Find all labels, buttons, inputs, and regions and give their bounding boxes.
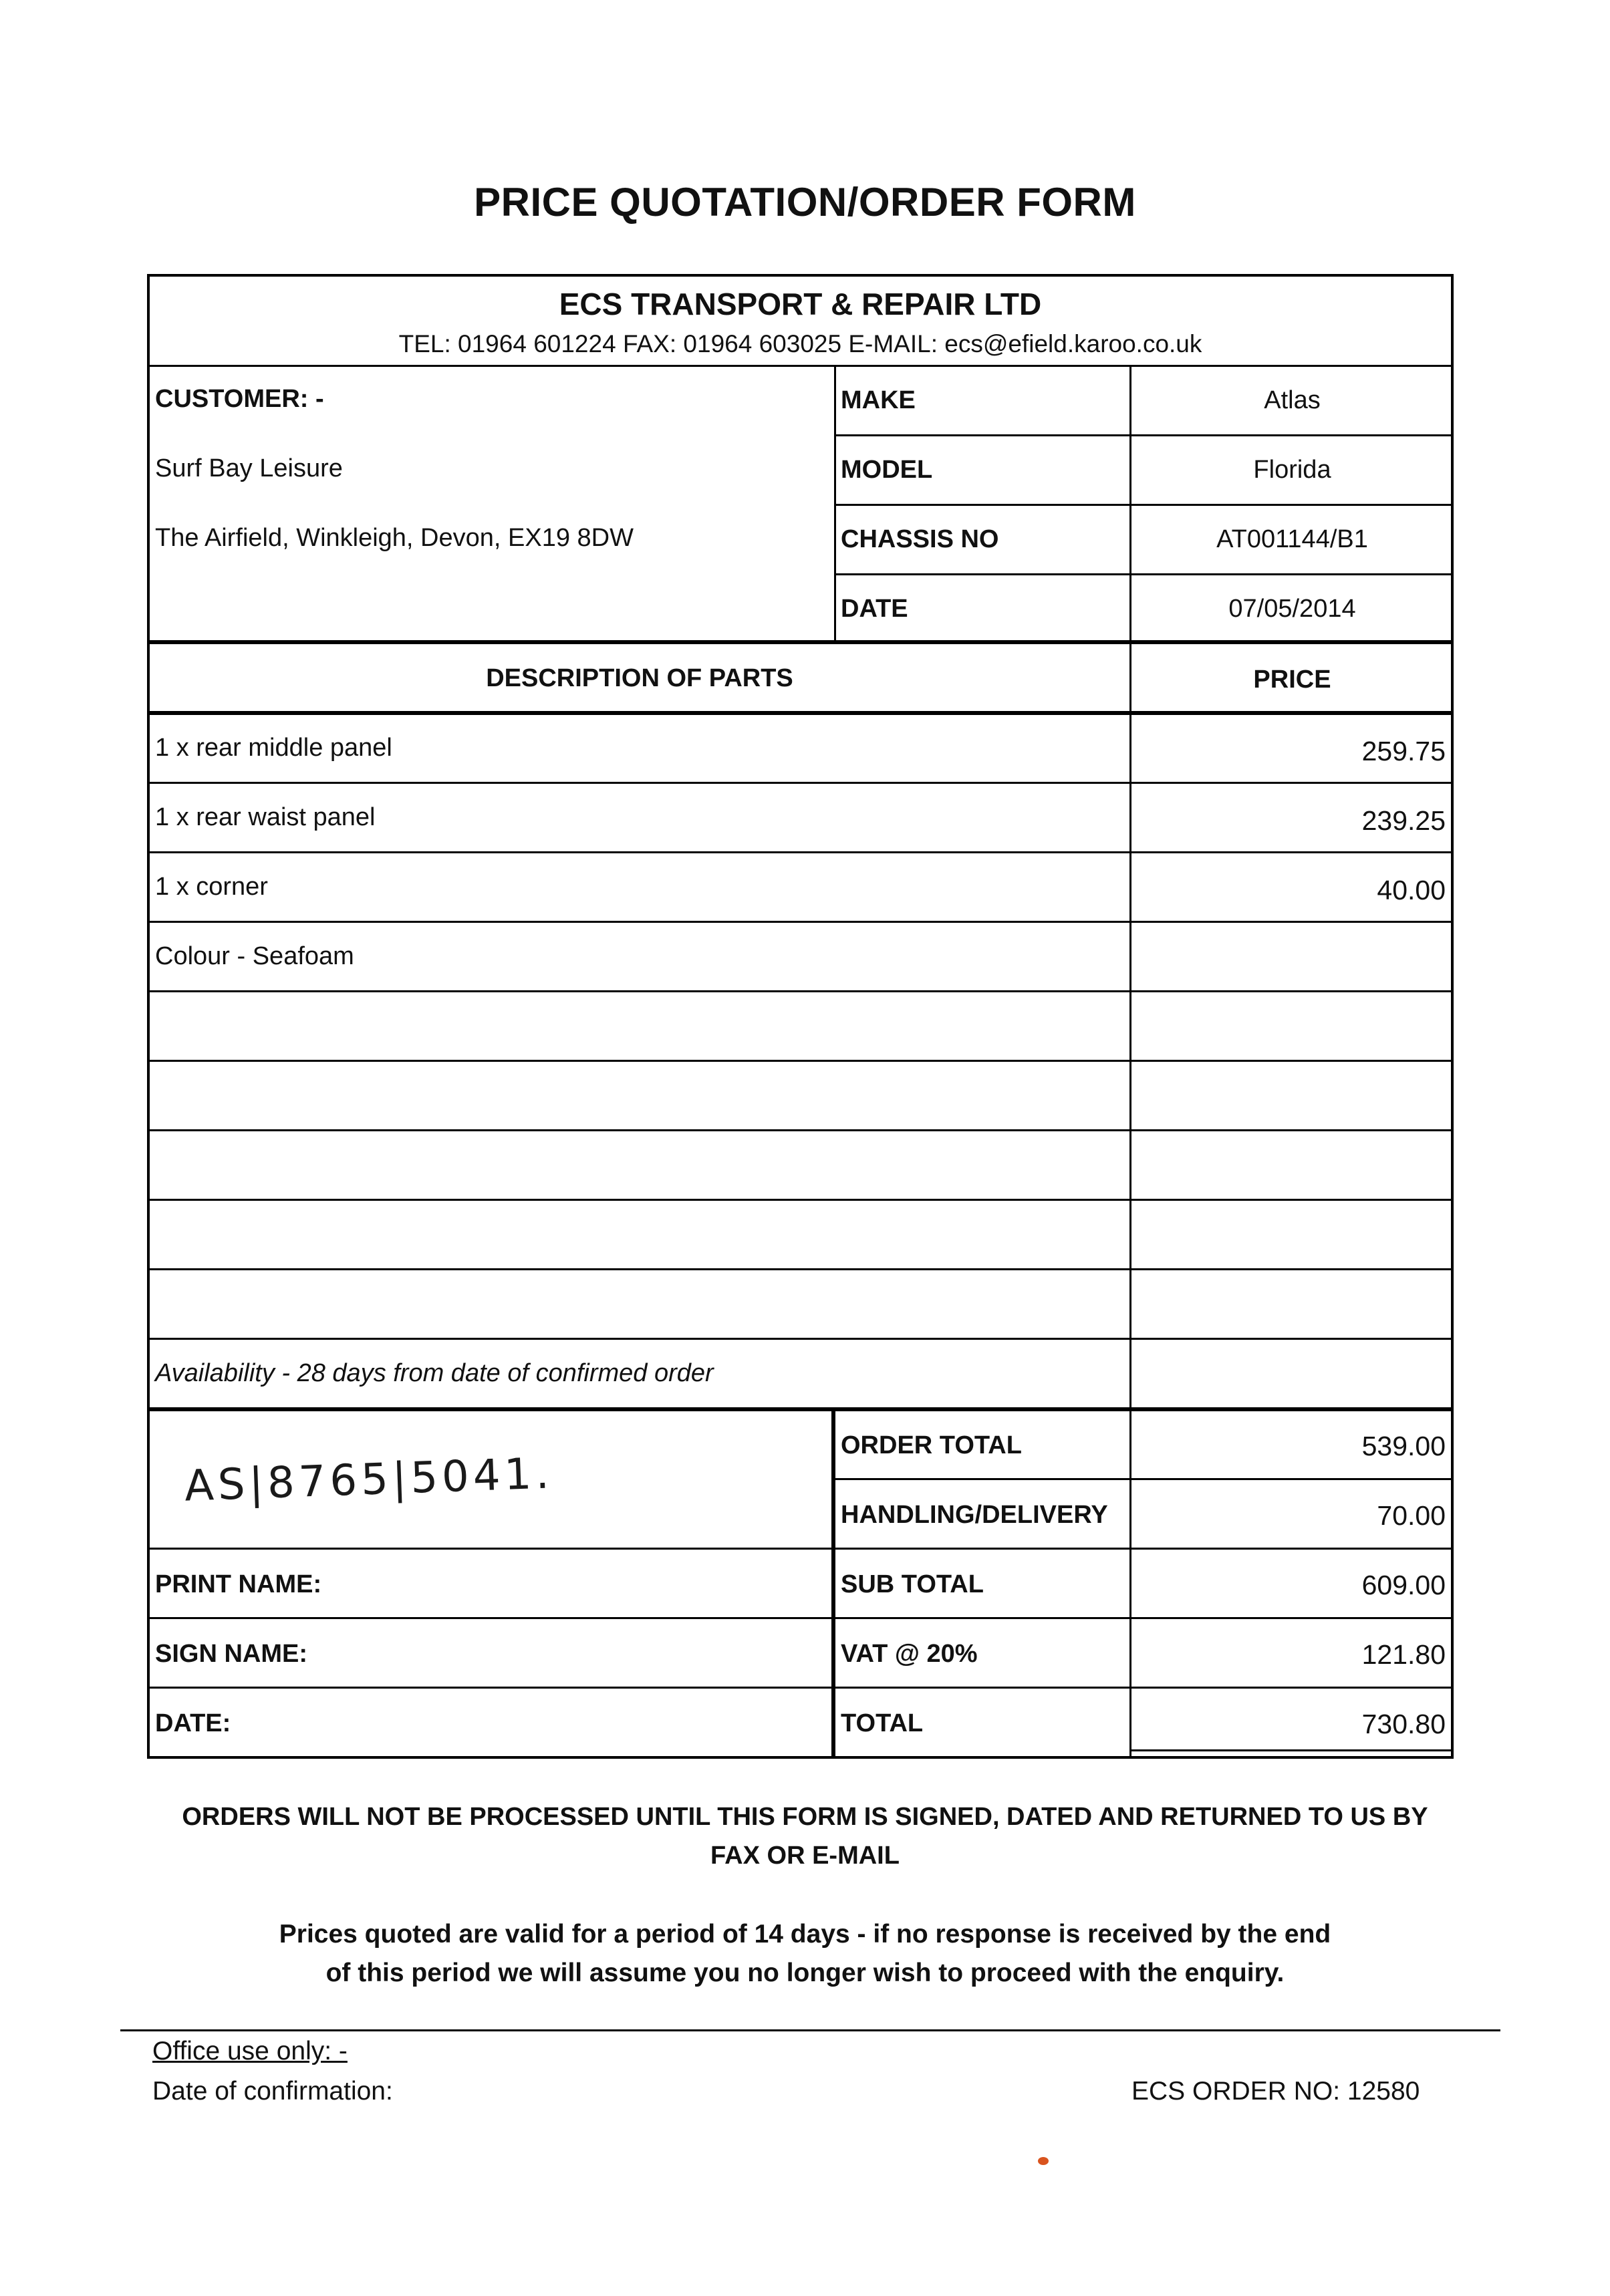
date-of-confirmation: Date of confirmation:	[152, 2077, 393, 2106]
form-title: PRICE QUOTATION/ORDER FORM	[474, 180, 1136, 225]
subtotal-value: 609.00	[1361, 1570, 1446, 1600]
order-total-label: ORDER TOTAL	[841, 1431, 1022, 1459]
part-description: 1 x rear waist panel	[155, 803, 376, 831]
make-value: Atlas	[1264, 386, 1321, 414]
order-form-table	[147, 274, 1454, 1759]
make-label: MAKE	[841, 386, 916, 414]
model-value: Florida	[1253, 456, 1331, 484]
part-price: 239.25	[1361, 805, 1446, 836]
handling-label: HANDLING/DELIVERY	[841, 1501, 1108, 1529]
company-name: ECS TRANSPORT & REPAIR LTD	[559, 287, 1042, 321]
processing-notice-line1: ORDERS WILL NOT BE PROCESSED UNTIL THIS FORM IS SIGNED, DATED AND RETURNED TO US BY	[182, 1803, 1428, 1831]
part-price: 40.00	[1377, 875, 1446, 905]
office-use-label: Office use only: -	[152, 2037, 348, 2065]
grand-total-label: TOTAL	[841, 1709, 924, 1737]
print-name-field[interactable]: PRINT NAME:	[155, 1570, 322, 1598]
vat-value: 121.80	[1361, 1639, 1446, 1670]
vat-label: VAT @ 20%	[841, 1640, 978, 1668]
part-price: 259.75	[1361, 736, 1446, 766]
part-description: 1 x corner	[155, 873, 268, 901]
grand-total-value: 730.80	[1361, 1709, 1446, 1739]
part-description: 1 x rear middle panel	[155, 734, 392, 762]
vehicle-date-label: DATE	[841, 595, 908, 623]
part-description: Colour - Seafoam	[155, 942, 354, 970]
chassis-value: AT001144/B1	[1216, 525, 1368, 553]
customer-name: Surf Bay Leisure	[155, 454, 343, 482]
parts-price-header: PRICE	[1253, 666, 1331, 694]
availability-note: Availability - 28 days from date of confirmed order	[155, 1359, 714, 1387]
footer-divider	[120, 2029, 1500, 2031]
chassis-label: CHASSIS NO	[841, 525, 999, 553]
customer-address: The Airfield, Winkleigh, Devon, EX19 8DW	[155, 524, 634, 552]
ecs-order-number: ECS ORDER NO: 12580	[1131, 2077, 1420, 2106]
subtotal-label: SUB TOTAL	[841, 1570, 984, 1598]
customer-label: CUSTOMER: -	[155, 385, 324, 413]
ink-mark	[1038, 2157, 1049, 2165]
company-contact: TEL: 01964 601224 FAX: 01964 603025 E-MAIL: ecs@efield.karoo.co.uk	[398, 330, 1202, 357]
validity-notice-line1: Prices quoted are valid for a period of 14 days - if no response is received by the end	[279, 1920, 1331, 1949]
processing-notice-line2: FAX OR E-MAIL	[710, 1842, 900, 1870]
sign-name-field[interactable]: SIGN NAME:	[155, 1640, 307, 1668]
parts-description-header: DESCRIPTION OF PARTS	[486, 664, 793, 692]
handwritten-reference: AS|8765|5041.	[183, 1449, 554, 1512]
vehicle-date-value: 07/05/2014	[1228, 595, 1356, 623]
signature-date-field[interactable]: DATE:	[155, 1709, 231, 1737]
handling-value: 70.00	[1377, 1500, 1446, 1531]
validity-notice-line2: of this period we will assume you no longer wish to proceed with the enquiry.	[325, 1959, 1285, 1987]
order-total-value: 539.00	[1361, 1431, 1446, 1461]
model-label: MODEL	[841, 456, 933, 484]
